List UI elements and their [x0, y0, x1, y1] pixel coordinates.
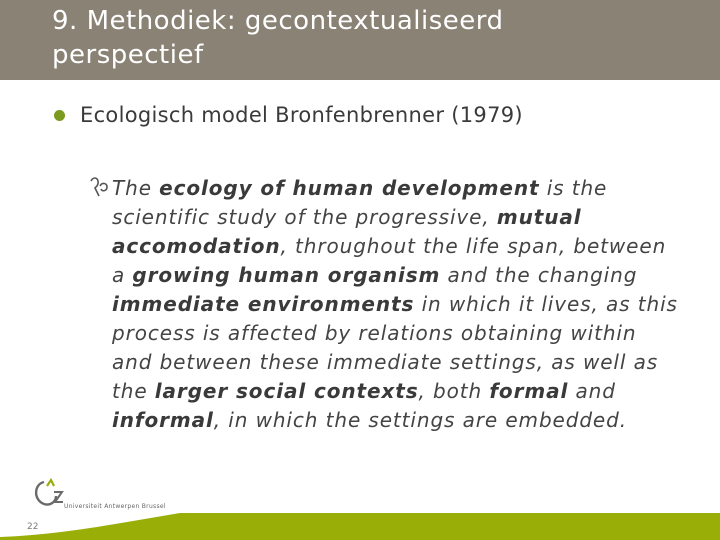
quote-text: in which it lives, as this process is affected by relations obtaining within and between these immediate settings, as well as the: [112, 292, 678, 403]
bullet-heading: Ecologisch model Bronfenbrenner (1979): [80, 103, 523, 127]
quote-text: , throughout the life span, between a: [112, 234, 667, 287]
page-number: 22: [27, 522, 39, 532]
bottom-accent-band: [0, 513, 720, 540]
emphasis-text: larger social contexts: [154, 379, 419, 403]
quote-text: The: [112, 176, 160, 200]
quote-paragraph: [112, 174, 682, 435]
bullet-dot-icon: [54, 110, 65, 121]
quote-text: is the scientific study of the progressive,: [112, 176, 608, 229]
emphasis-text: immediate environments: [112, 292, 415, 316]
emphasis-text: ecology of human development: [159, 176, 540, 200]
emphasis-text: formal: [489, 379, 569, 403]
emphasis-text: informal: [112, 408, 214, 432]
title-bar: [0, 0, 720, 80]
quote-text: , in which the settings are embedded.: [213, 408, 627, 432]
sub-bullet-icon: [89, 176, 109, 198]
slide-title: 9. Methodiek: gecontextualiseerd perspectief: [52, 6, 504, 70]
quote-text: and the changing: [440, 263, 638, 287]
logo-caption: Universiteit Antwerpen Brussel: [64, 503, 166, 510]
emphasis-text: mutual accomodation: [112, 205, 582, 258]
quote-text: , both: [418, 379, 490, 403]
quote-text: and: [568, 379, 616, 403]
emphasis-text: growing human organism: [132, 263, 441, 287]
